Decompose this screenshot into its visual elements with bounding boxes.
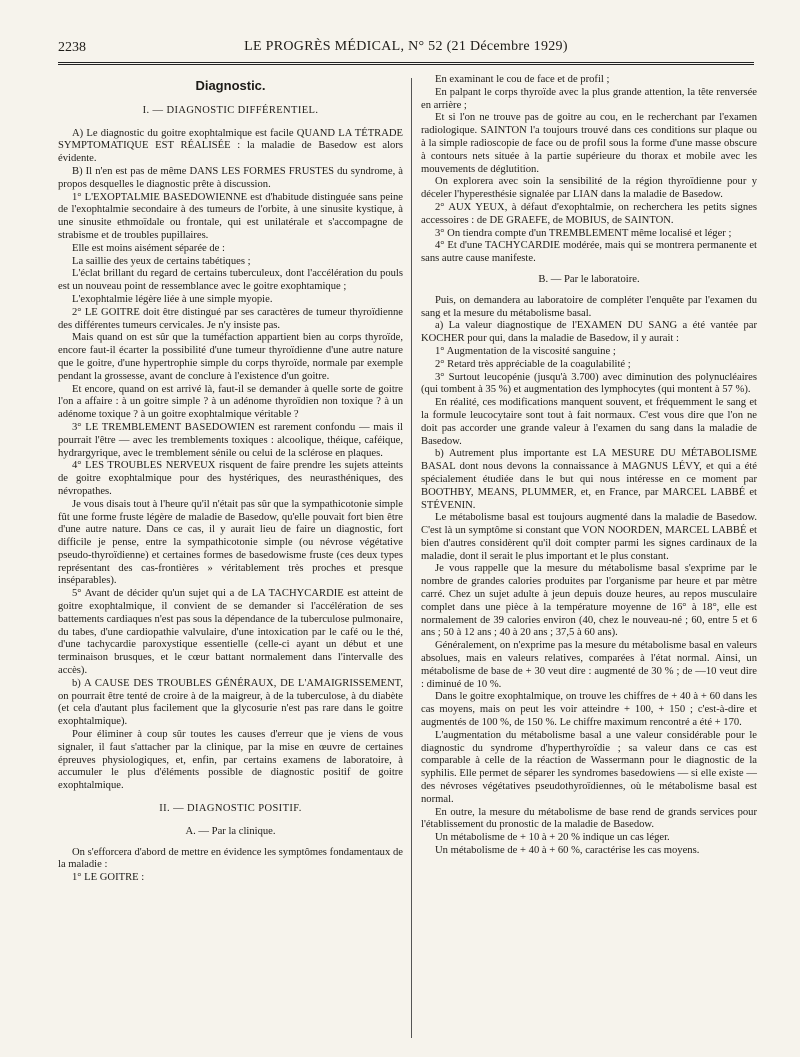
paragraph: Un métabolisme de + 40 à + 60 %, caractérise les cas moyens. [435, 845, 700, 857]
paragraph: 2° AUX YEUX, à défaut d'exophtalmie, on recherchera les petits signes accessoires : de DE GRAEFE, de MOBIUS, de SAINTON. [421, 201, 757, 226]
left-paragraphs [58, 128, 403, 793]
paragraph: 5° Avant de décider qu'un sujet qui a de LA TACHYCARDIE est atteint de goitre exophtalmique, il convient de se demander si l'accélération de ses battements cardiaques n'est pas sous la dépendance de la tuberculose pulmonaire, du tabes, d'une cardiopathie valvulaire, d'une intoxication par le café ou le thé, d'une tachycardie paroxystique essentielle (celle-ci ayant un début et une terminaison brusques, et le cœur battant normalement dans l'intervalle des accès). [58, 588, 403, 677]
paragraph: Puis, on demandera au laboratoire de compléter l'enquête par l'examen du sang et la mesure du métabolisme basal. [421, 294, 757, 319]
paragraph: 4° LES TROUBLES NERVEUX risquent de faire prendre les sujets atteints de goitre exophtalmique pour des hystériques, des neurasthéniques, des névropathes. [58, 460, 403, 497]
page-header [58, 38, 754, 65]
paragraph: b) Autrement plus importante est LA MESURE DU MÉTABOLISME BASAL dont nous devons la connaissance à MAGNUS LÉVY, et qui a été spécialement étudiée dans le but qui nous intéresse en ce moment par BOOTHBY, MEANS, PLUMMER, et, en France, par MARCEL LABBÉ et STÉVENIN. [421, 448, 757, 511]
page-number: 2238 [58, 40, 86, 55]
paragraph: En réalité, ces modifications manquent souvent, et fréquemment le sang et la formule leucocytaire sont tout à fait normaux. C'est vous dire que l'on ne doit pas accorder une grande valeur à l'examen du sang dans la maladie de Basedow. [421, 397, 757, 447]
paragraph: Mais quand on est sûr que la tuméfaction appartient bien au corps thyroïde, encore faut-il écarter la possibilité d'une tumeur thyroïdienne d'une autre nature que le goitre, d'une hypertrophie simple du corps thyroïde, normale par exemple pendant la grossesse, avant de conclure à l'existence d'un goitre. [58, 332, 403, 382]
paragraph: Pour éliminer à coup sûr toutes les causes d'erreur que je viens de vous signaler, il faut s'attacher par la clinique, par la mise en œuvre de certaines épreuves physiologiques, et, enfin, par certains examens de laboratoire, à accumuler le plus d'éléments possible de diagnostic positif de goitre exophtalmique. [58, 729, 403, 792]
paragraph: 3° LE TREMBLEMENT BASEDOWIEN est rarement confondu — mais il pourrait l'être — avec les tremblements toxiques : alcoolique, théique, caféique, hydrargyrique, avec le tremblement sénile ou celui de la sclérose en plaques. [58, 421, 403, 459]
section-heading: Diagnostic. [195, 78, 266, 93]
paragraph: L'éclat brillant du regard de certains tuberculeux, dont l'accélération du pouls est un nouveau point de ressemblance avec le goitre exophtamique ; [58, 268, 403, 293]
paragraph: 1° LE GOITRE : [72, 872, 145, 884]
paragraph: L'augmentation du métabolisme basal a une valeur considérable pour le diagnostic du syndrome d'hyperthyroïdie ; sa valeur dans ce cas est comparable à celle de la réaction de Wassermann pour le diagnostic de la syphilis. Elle permet de séparer les syndromes basedowiens — si elle existe — des névroses végétatives pseudothyroïdiennes, où le métabolisme basal est normal. [421, 729, 757, 805]
paragraph: Et encore, quand on est arrivé là, faut-il se demander à quelle sorte de goitre l'on a affaire : à un goitre simple ? à un adénome thyroïdien non toxique ? à un adénome toxique ? à un goitre exophtalmique véritable ? [58, 383, 403, 421]
paragraph: Dans le goitre exophtalmique, on trouve les chiffres de + 40 à + 60 dans les cas moyens, mais on peut les voir atteindre + 100, + 150 ; c'est-à-dire et augmentés de 100 %, de 150 %. Le chiffre maximum rencontré a été + 170. [421, 691, 757, 729]
paragraph: Et si l'on ne trouve pas de goitre au cou, en le recherchant par l'examen radiologique. SAINTON l'a toujours trouvé dans ces conditions sur plaque ou à la simple radioscopie de face ou de profil sous la forme d'une masse obscure à contours nets située à la partie supérieure du thorax et mobile avec les mouvements de déglutition. [421, 112, 757, 175]
paragraph: En examinant le cou de face et de profil ; [435, 74, 610, 85]
paragraph: La saillie des yeux de certains tabétiques ; [72, 255, 251, 267]
paragraph: 1° Augmentation de la viscosité sanguine ; [435, 345, 616, 357]
right-column [421, 74, 757, 1044]
paragraph: Généralement, on n'exprime pas la mesure du métabolisme basal en valeurs absolues, mais en valeurs relatives, comparées à l'état normal. Ainsi, un métabolisme de base de + 30 veut dire : augmenté de 30 % ; de —10 veut dire : diminué de 10 %. [421, 640, 757, 690]
paragraph: On s'efforcera d'abord de mettre en évidence les symptômes fondamentaux de la maladie : [58, 846, 403, 871]
column-divider [411, 78, 412, 1038]
subsection-heading: I. — DIAGNOSTIC DIFFÉRENTIEL. [142, 104, 319, 116]
paragraph: B) Il n'en est pas de même DANS LES FORMES FRUSTES du syndrome, à propos desquelles le diagnostic prête à discussion. [58, 165, 403, 190]
paragraph: Je vous disais tout à l'heure qu'il n'était pas sûr que la sympathicotonie simple fût une forme fruste légère de maladie de Basedow, qu'elle pouvait fort bien être d'une autre nature. Dans ce cas, il y aurait lieu de faire un diagnostic, fort difficile je pense, entre la sympathicotonie simple (ou névrose végétative pseudo-thyroïdienne) et certaines formes de basedowisme fruste (ces deux types représentant des cas-frontières » véritablement très proches et presque inséparables). [58, 498, 403, 587]
paragraph: 2° LE GOITRE doit être distingué par ses caractères de tumeur thyroïdienne des différentes tumeurs cervicales. Je n'y insiste pas. [58, 306, 403, 331]
paragraph: 2° Retard très appréciable de la coagulabilité ; [435, 358, 631, 370]
paragraph: Je vous rappelle que la mesure du métabolisme basal s'exprime par le nombre de grandes calories produites par l'organisme par heure et par mètre carré. Chez un sujet adulte à jeun depuis douze heures, au repos musculaire complet dans une pièce à la température moyenne de 16° à 18°, elle est normalement de 39 calories environ (40, chez le nouveau-né ; 60, entre 5 et 6 ans ; 50 à 12 ans ; 40 à 20 ans ; 37,5 à 60 ans). [421, 563, 757, 639]
subsection-heading-3: A. — Par la clinique. [185, 825, 276, 837]
left-paragraphs-2 [58, 847, 403, 885]
paragraph: Le métabolisme basal est toujours augmenté dans la maladie de Basedow. C'est là un symptôme si constant que VON NOORDEN, MARCEL LABBÉ et bien d'autres considèrent qu'il doit compter parmi les signes cardinaux de la maladie, dont il serait le plus important et le plus constant. [421, 512, 757, 562]
right-paragraphs [421, 74, 757, 266]
paragraph: b) A CAUSE DES TROUBLES GÉNÉRAUX, DE L'AMAIGRISSEMENT, on pourrait être tenté de croire à de la maigreur, à de la tuberculose, à du diabète (et cela d'autant plus facilement que la glycosurie n'est pas rare dans le goitre exophtalmique). [58, 677, 403, 728]
paragraph: Elle est moins aisément séparée de : [72, 242, 225, 254]
subsection-heading-2: II. — DIAGNOSTIC POSITIF. [159, 803, 302, 815]
paragraph: 4° Et d'une TACHYCARDIE modérée, mais qui se montrera permanente et sans autre cause manifeste. [421, 240, 757, 265]
paragraph: a) La valeur diagnostique de l'EXAMEN DU SANG a été vantée par KOCHER pour qui, dans la maladie de Basedow, il y aurait : [421, 320, 757, 345]
right-paragraphs-2 [421, 295, 757, 858]
paragraph: On explorera avec soin la sensibilité de la région thyroïdienne pour y déceler l'hyperesthésie signalée par LIAN dans la maladie de Basedow. [421, 176, 757, 201]
paragraph: En palpant le corps thyroïde avec la plus grande attention, la tête renversée en arrière ; [421, 86, 757, 111]
paragraph: Un métabolisme de + 10 à + 20 % indique un cas léger. [435, 832, 670, 844]
journal-title: LE PROGRÈS MÉDICAL, N° 52 (21 Décembre 1929) [244, 39, 568, 54]
subsection-heading-lab: B. — Par le laboratoire. [538, 273, 640, 285]
left-column [58, 74, 403, 1044]
paragraph: L'exophtalmie légère liée à une simple myopie. [72, 293, 273, 305]
paragraph: En outre, la mesure du métabolisme de base rend de grands services pour l'établissement du pronostic de la maladie de Basedow. [421, 806, 757, 831]
paragraph: 3° Surtout leucopénie (jusqu'à 3.700) avec diminution des polynucléaires (qui tombent à 35 %) et augmentation des lymphocytes (qui montent à 57 %). [421, 371, 757, 396]
paragraph: A) Le diagnostic du goitre exophtalmique est facile QUAND LA TÉTRADE SYMPTOMATIQUE EST RÉALISÉE : la maladie de Basedow est alors évidente. [58, 127, 403, 165]
paragraph: 1° L'EXOPTALMIE BASEDOWIENNE est d'habitude distinguée sans peine de l'exophtalmie secondaire à des tumeurs de l'orbite, à une sinusite kystique, à une sinusite ethmoïdale ou frontale, qui est unilatérale et s'accompagne de strabisme et de troubles pupillaires. [58, 191, 403, 241]
paragraph: 3° On tiendra compte d'un TREMBLEMENT même localisé et léger ; [435, 227, 732, 239]
